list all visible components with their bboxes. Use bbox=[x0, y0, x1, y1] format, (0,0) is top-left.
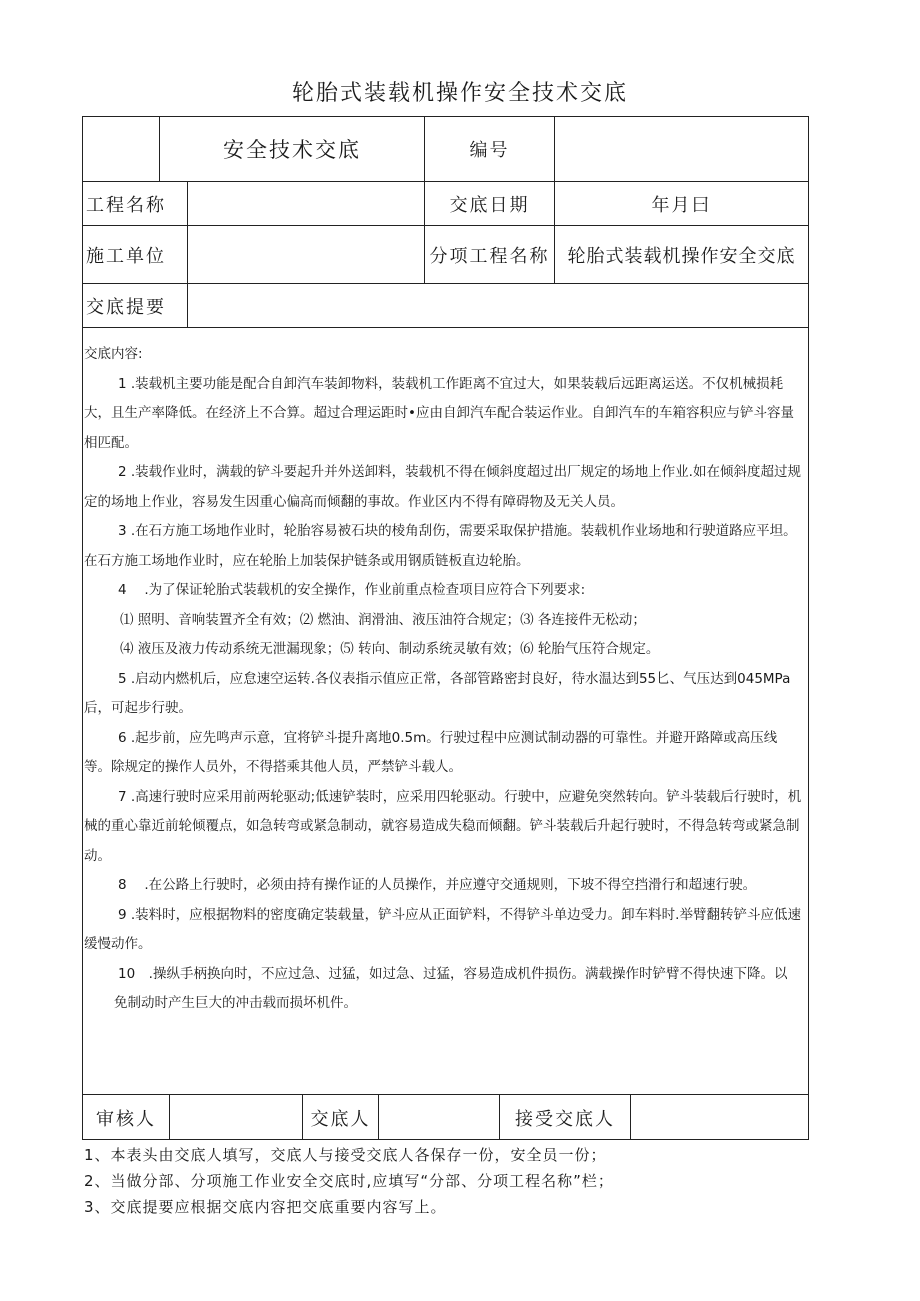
content-item: ⑷ 液压及液力传动系统无泄漏现象；⑸ 转向、制动系统灵敏有效；⑹ 轮胎气压符合规定。 bbox=[120, 641, 660, 657]
reviewer-label: 审核人 bbox=[96, 1108, 156, 1130]
receiver-field[interactable] bbox=[631, 1095, 808, 1140]
number-label: 编号 bbox=[469, 140, 510, 161]
date-field[interactable]: 年月曰 bbox=[651, 194, 712, 216]
construction-unit-label: 施工单位 bbox=[86, 245, 166, 267]
document-title: 轮胎式装载机操作安全技术交底 bbox=[291, 81, 628, 106]
main-label: 安全技术交底 bbox=[223, 138, 361, 162]
content-item: 1 .装载机主要功能是配合自卸汽车装卸物料，装载机工作距离不宜过大，如果装载后远距离运送。不仅机械损耗大，且生产率降低。在经济上不合算。超过合理运距时•应由自卸汽车配合装运作业。自卸汽车的车箱容积应与铲斗容量相匹配。 bbox=[84, 375, 794, 451]
construction-unit-field[interactable] bbox=[188, 226, 424, 283]
content-item: 6 .起步前，应先鸣声示意，宜将铲斗提升离地0.5m。行驶过程中应测试制动器的可靠性。并避开路障或高压线等。除规定的操作人员外，不得搭乘其他人员，严禁铲斗载人。 bbox=[84, 729, 778, 775]
content-item: ⑴ 照明、音响装置齐全有效；⑵ 燃油、润滑油、液压油符合规定；⑶ 各连接件无松动； bbox=[120, 611, 646, 628]
receiver-label: 接受交底人 bbox=[515, 1108, 615, 1130]
project-name-field[interactable] bbox=[188, 182, 424, 225]
sub-project-label: 分项工程名称 bbox=[429, 245, 550, 267]
discloser-label: 交底人 bbox=[310, 1108, 371, 1130]
sub-project-field[interactable]: 轮胎式装载机操作安全交底 bbox=[567, 245, 796, 267]
content-item: 8 .在公路上行驶时，必须由持有操作证的人员操作，并应遵守交通规则，下坡不得空挡滑行和超速行驶。 bbox=[118, 877, 757, 893]
summary-field[interactable] bbox=[188, 284, 808, 327]
content-item: 4 .为了保证轮胎式装载机的安全操作，作业前重点检查项目应符合下列要求: bbox=[118, 582, 586, 598]
footnote: 3、交底提要应根据交底内容把交底重要内容写上。 bbox=[84, 1198, 447, 1216]
content-item: 免制动时产生巨大的冲击载而损坏机件。 bbox=[114, 995, 357, 1011]
discloser-field[interactable] bbox=[379, 1095, 499, 1140]
project-name-label: 工程名称 bbox=[86, 194, 166, 216]
footnote: 2、当做分部、分项施工作业安全交底时,应填写“分部、分项工程名称”栏； bbox=[84, 1172, 614, 1190]
summary-label: 交底提要 bbox=[86, 296, 166, 318]
footnote: 1、本表头由交底人填写，交底人与接受交底人各保存一份，安全员一份； bbox=[84, 1146, 607, 1164]
disclosure-content bbox=[84, 340, 804, 1019]
content-item: 3 .在石方施工场地作业时，轮胎容易被石块的棱角刮伤，需要采取保护措施。装载机作业场地和行驶道路应平坦。在石方施工场地作业时，应在轮胎上加装保护链条或用钢质链板直边轮胎。 bbox=[84, 523, 797, 569]
content-item: 10 .操纵手柄换向时，不应过急、过猛，如过急、过猛，容易造成机件损伤。满载操作时铲臂不得快速下降。以 bbox=[118, 965, 788, 982]
number-field[interactable] bbox=[555, 117, 808, 181]
content-item: 5 .启动内燃机后，应怠速空运转.各仪表指示值应正常，各部管路密封良好，待水温达到55匕、气压达到045MPa后，可起步行驶。 bbox=[84, 670, 791, 716]
content-heading: 交底内容: bbox=[84, 346, 143, 362]
content-item: 2 .装载作业时，满载的铲斗要起升并外送卸料，装载机不得在倾斜度超过出厂规定的场地上作业.如在倾斜度超过规定的场地上作业，容易发生因重心偏高而倾翻的事故。作业区内不得有障碍物及无关人员。 bbox=[84, 464, 801, 510]
reviewer-field[interactable] bbox=[170, 1095, 302, 1140]
content-item: 9 .装料时，应根据物料的密度确定装载量，铲斗应从正面铲料，不得铲斗单边受力。卸车料时.举臂翻转铲斗应低速缓慢动作。 bbox=[84, 906, 801, 952]
date-label: 交底日期 bbox=[449, 194, 530, 216]
content-item: 7 .高速行驶时应采用前两轮驱动;低速铲装时，应采用四轮驱动。行驶中，应避免突然转向。铲斗装载后行驶时，机械的重心靠近前轮倾覆点，如急转弯或紧急制动，就容易造成失稳而倾翻。铲斗装载后升起行驶时，不得急转弯或紧急制动。 bbox=[84, 788, 802, 864]
